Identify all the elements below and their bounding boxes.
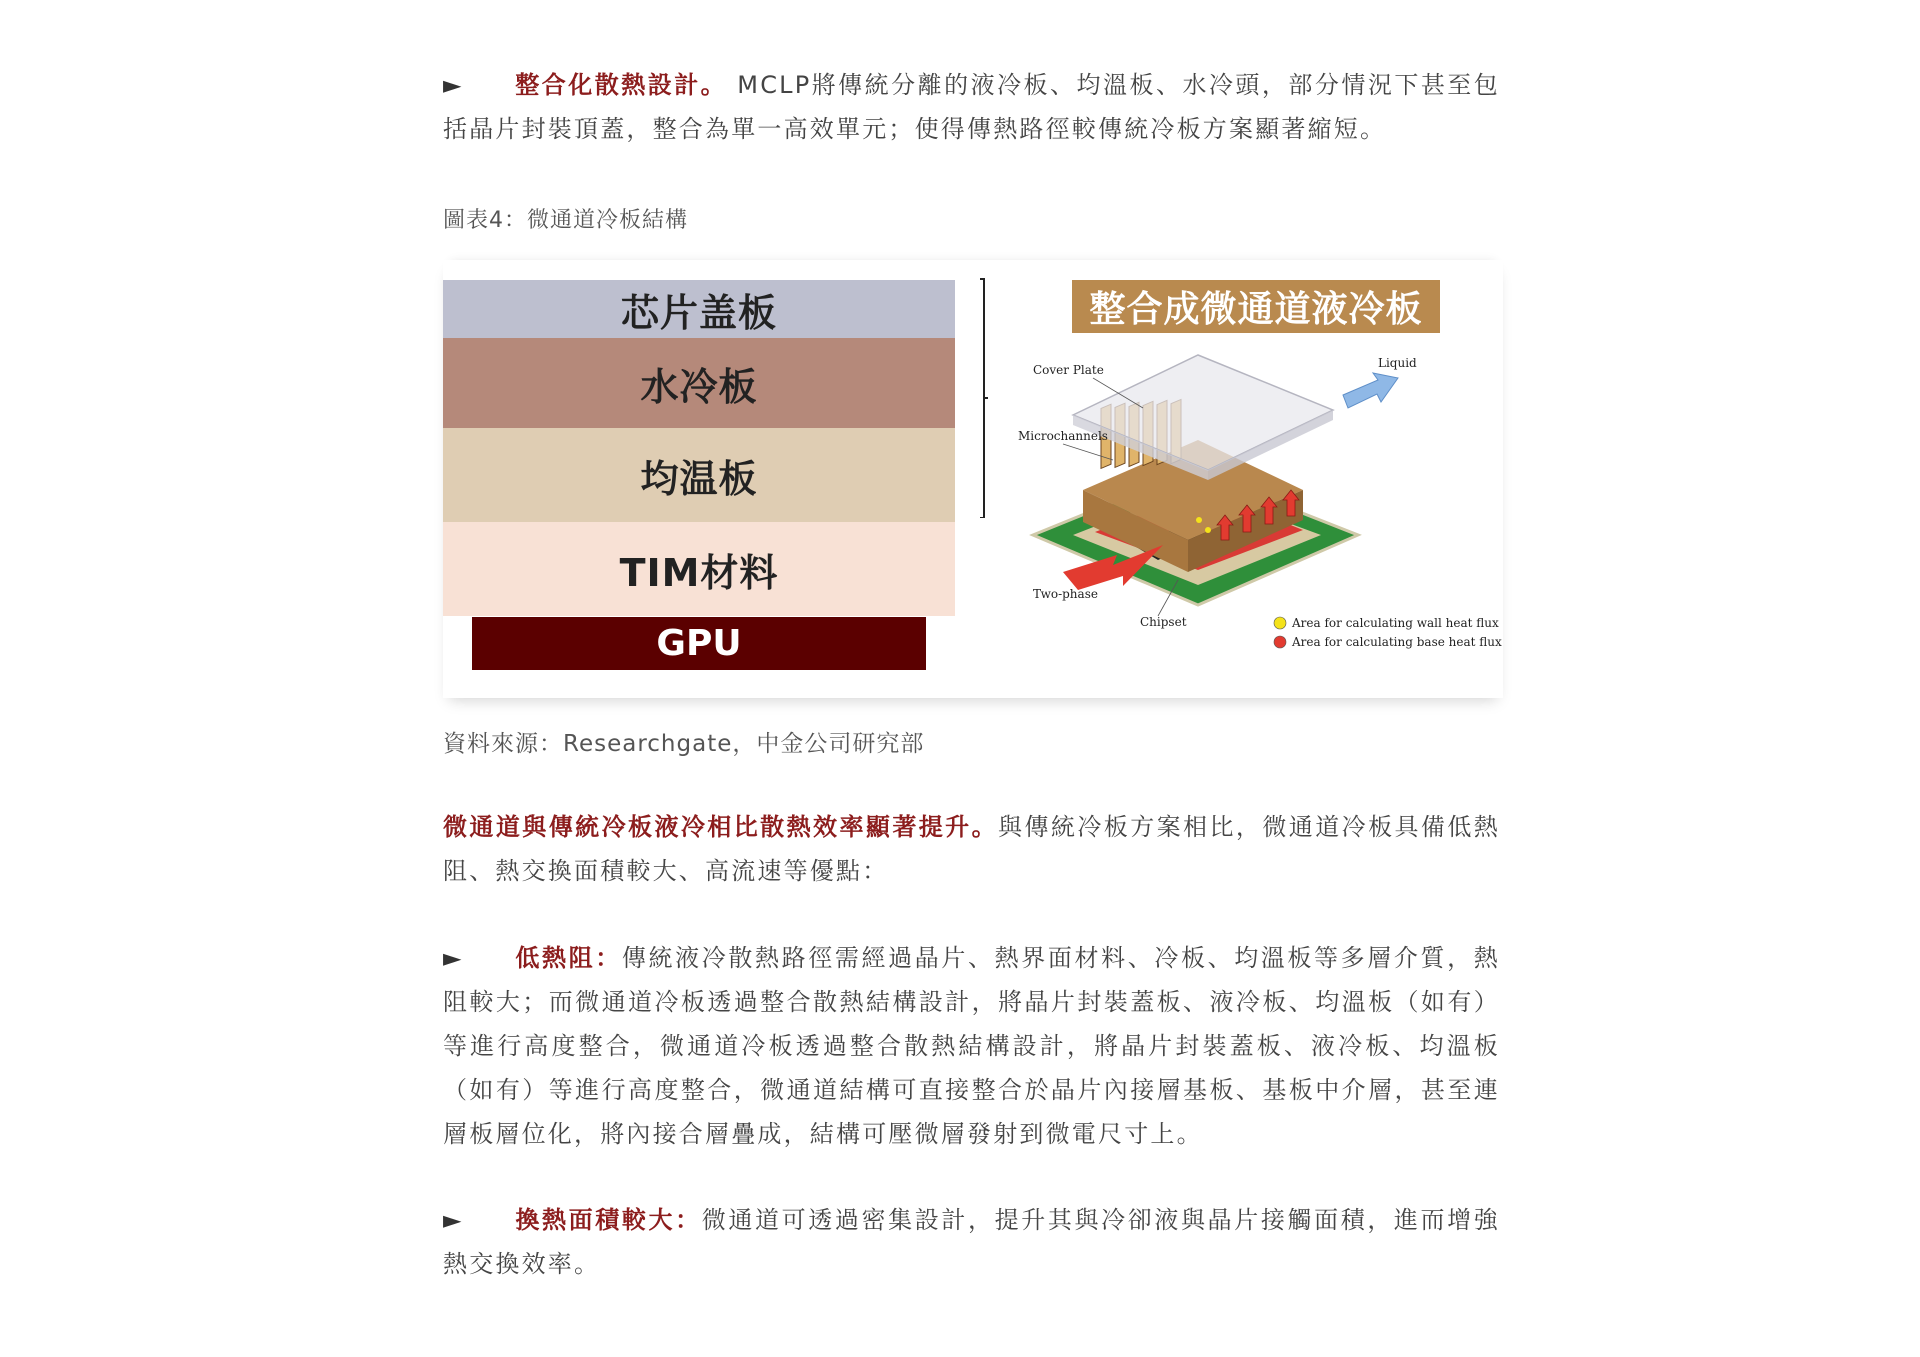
layer-water-cold-plate: 水冷板 xyxy=(443,338,955,428)
paragraph-heat-exchange-area xyxy=(443,1198,1500,1286)
bracket-icon xyxy=(979,278,989,518)
section-efficiency xyxy=(443,805,1500,893)
figure-title: 整合成微通道液冷板 xyxy=(1072,280,1440,333)
paragraph-efficiency xyxy=(443,805,1500,893)
cover-plate xyxy=(1073,355,1333,470)
label-microchannels: Microchannels xyxy=(1018,429,1108,443)
paragraph-integrated-design xyxy=(443,63,1500,151)
label-chipset: Chipset xyxy=(1140,615,1187,629)
figure-caption-block xyxy=(443,203,1500,234)
section-integrated-design xyxy=(443,63,1500,151)
label-cover-plate: Cover Plate xyxy=(1033,363,1104,377)
paragraph-text: MCLP將傳統分離的液冷板、均溫板、水冷頭，部分情況下甚至包括晶片封裝頂蓋，整合為單一高效單元；使得傳熱路徑較傳統冷板方案顯著縮短。 xyxy=(443,71,1500,143)
layer-cover-plate: 芯片盖板 xyxy=(443,280,955,338)
bullet-marker: ► xyxy=(443,71,464,99)
figure-microchannel-structure xyxy=(443,260,1503,698)
section-heat-exchange-area xyxy=(443,1198,1500,1286)
legend-wall-label: Area for calculating wall heat flux xyxy=(1292,616,1499,630)
paragraph-text: 微通道可透過密集設計，提升其與冷卻液與晶片接觸面積，進而增強熱交換效率。 xyxy=(443,1206,1501,1278)
label-two-phase: Two-phase xyxy=(1033,587,1098,601)
paragraph-text: 與傳統冷板方案相比，微通道冷板具備低熱阻、熱交換面積較大、高流速等優點： xyxy=(443,813,1500,885)
paragraph-low-thermal-resistance xyxy=(443,936,1500,1156)
wall-heat-marker xyxy=(1196,517,1202,523)
paragraph-text: 傳統液冷散熱路徑需經過晶片、熱界面材料、冷板、均溫板等多層介質，熱阻較大；而微通道冷板透過整合散熱結構設計，將晶片封裝蓋板、液冷板、均溫板（如有）等進行高度整合，微通道冷板透過整合散熱結構設計，將晶片封裝蓋板、液冷板、均溫板（如有）等進行高度整合，微通道結構可直接整合於晶片內接層基板、基板中介層，甚至連層板層位化，將內接合層疊成，結構可壓微層發射到微電尺寸上。 xyxy=(443,944,1500,1148)
bullet-marker: ► xyxy=(443,1206,464,1234)
highlight-heading: 低熱阻： xyxy=(515,944,622,972)
highlight-heading: 換熱面積較大： xyxy=(515,1206,702,1234)
layer-tim: TIM材料 xyxy=(443,522,955,616)
highlight-heading: 整合化散熱設計。 xyxy=(515,71,728,99)
layer-vapor-chamber: 均温板 xyxy=(443,428,955,522)
figure-source: 資料來源：Researchgate，中金公司研究部 xyxy=(443,731,925,757)
bullet-marker: ► xyxy=(443,944,464,972)
legend-base-swatch xyxy=(1274,636,1286,648)
liquid-inlet-arrow xyxy=(1343,373,1398,408)
label-liquid: Liquid xyxy=(1378,356,1417,370)
figure-source-block xyxy=(443,725,1500,758)
layer-gpu: GPU xyxy=(472,617,926,670)
legend-wall-swatch xyxy=(1274,617,1286,629)
figure-caption: 圖表4：微通道冷板結構 xyxy=(443,208,688,233)
legend-base-label: Area for calculating base heat flux xyxy=(1292,635,1502,649)
section-low-thermal-resistance xyxy=(443,936,1500,1156)
highlight-heading: 微通道與傳統冷板液冷相比散熱效率顯著提升。 xyxy=(443,813,999,841)
microchannel-cold-plate-diagram xyxy=(1003,340,1503,698)
